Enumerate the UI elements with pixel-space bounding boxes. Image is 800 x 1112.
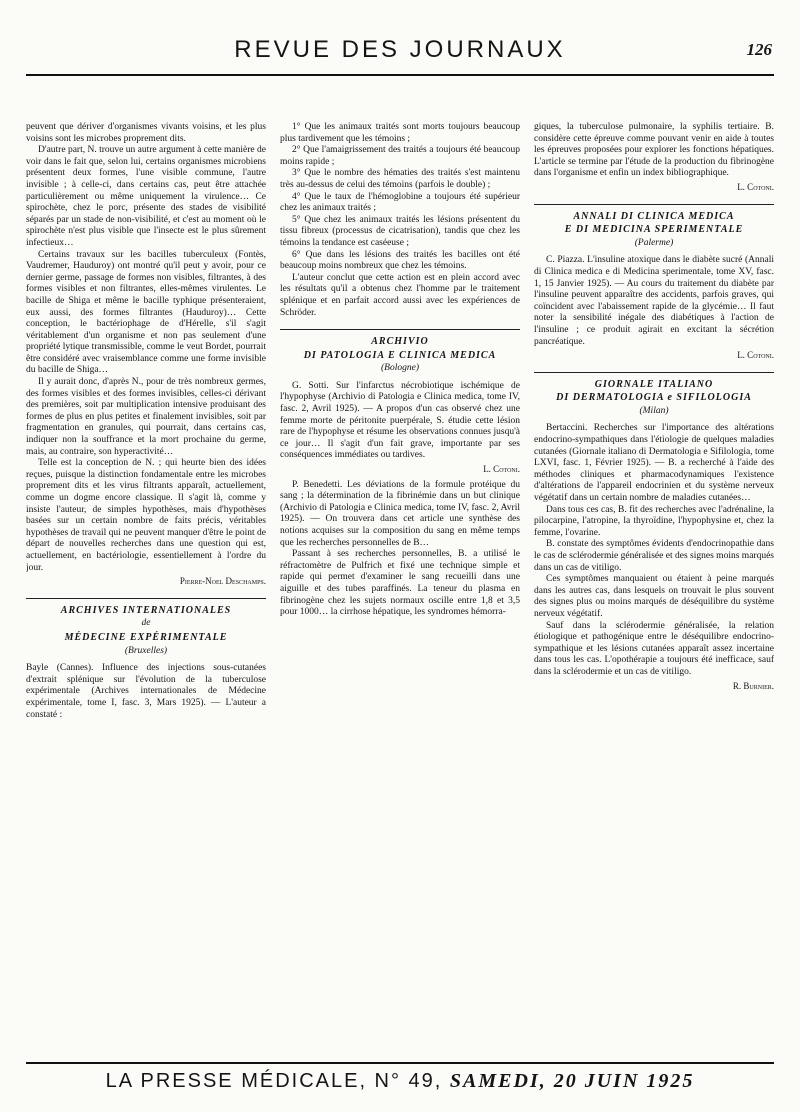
paragraph: G. Sotti. Sur l'infarctus nécrobiotique ischémique de l'hypophyse (Archivio di Patologia e Clinica medica, tome IV, fasc. 2, Avril 1925). — A propos d'un cas observé chez une femme morte de péritonite puerpérale, S. étudie cette lésion rare de l'hypophyse et résume les observations connues jusqu'à ce jour… Il s'agit d'un fait grave, importante par ses conséquences immédiates ou tardives. bbox=[280, 380, 520, 461]
author-signature: Pierre-Noel Deschamps. bbox=[179, 576, 266, 587]
paragraph: Sauf dans la sclérodermie généralisée, la relation étiologique et pathogénique entre le déséquilibre endocrino-sympathique et les lésions cutanées apparaît assez incertaine dans tous les cas. L'opothérapie a toujours été inefficace, sauf dans la sclérodermie et un cas de vitiligo. bbox=[534, 620, 774, 677]
page-footer bbox=[26, 1062, 774, 1100]
paragraph: Il y aurait donc, d'après N., pour de très nombreux germes, des formes visibles et des formes invisibles, celles-ci dérivant des premières, soit par multiplication intensive produisant des formes de plus en plus petites et finalement invisibles, soit par fragmentation en granules, qui pourrait, dans certains cas, indiquer non la souffrance et la mort prochaine du germe, mais, au contraire, son hyperactivité… bbox=[26, 377, 266, 457]
paragraph: 5° Que chez les animaux traités les lésions présentent du tissu fibreux (processus de cicatrisation), tandis que chez les témoins la tendance est caséeuse ; bbox=[280, 214, 520, 248]
section-city: (Bruxelles) bbox=[124, 645, 168, 656]
paragraph: D'autre part, N. trouve un autre argument à cette manière de voir dans le fait que, selon lui, certains organismes microbiens présentent deux formes, l'une visible commune, l'autre invisible ; à celle-ci, dans certains cas, peut être attachée particulièrement ou même uniquement la virulence… Ce spirochète, chez le porc, présente des stades de visibilité séparés par un stade de non-visibilité, et c'est au moment où le spirochète n'est plus visible que l'insecte est le plus sûrement infectieux… bbox=[26, 145, 266, 248]
section-divider bbox=[534, 372, 774, 373]
section-title: GIORNALE ITALIANO bbox=[594, 378, 714, 390]
paragraph: 2° Que l'amaigrissement des traités a toujours été beaucoup moins rapide ; bbox=[280, 145, 520, 167]
paragraph: Telle est la conception de N. ; qui heurte bien des idées reçues, puisque la distinction fondamentale entre les microbes proprement dits et les virus filtrants apparaît, actuellement, comme un dogme encore classique. Il s'agit là, comme y insiste l'auteur, de simples hypothèses, mais d'hypothèses basées sur un certain nombre de faits précis, véritables hypothèses de travail qui ne peuvent manquer d'être le point de départ de nouvelles recherches dans une question qui est, actuellement, en bactériologie, essentiellement à l'ordre du jour. bbox=[26, 458, 266, 573]
section-city: (Bologne) bbox=[381, 363, 419, 374]
paragraph: Dans tous ces cas, B. fit des recherches avec l'adrénaline, la pilocarpine, l'atropine, la thyroïdine, l'hypophysine et, chez la femme, l'ovarine. bbox=[534, 504, 774, 538]
section-city: (Palerme) bbox=[634, 237, 674, 248]
section-divider bbox=[26, 598, 266, 599]
paragraph: 1° Que les animaux traités sont morts toujours beaucoup plus tardivement que les témoins ; bbox=[280, 122, 520, 144]
paragraph: Certains travaux sur les bacilles tuberculeux (Fontès, Vaudremer, Hauduroy) ont montré qu'il peut y avoir, pour ce dernier germe, passage de formes non visibles, filtrantes, à des formes visibles et non filtrantes, elles-mêmes virulentes. Le bacille de Shiga et même le bacille typhique présenteraient, eux aussi, des formes filtrantes (Hauduroy)… Cette conception, le bactériophage de d'Hérelle, s'il s'agit véritablement d'un organisme et non pas seulement d'une propriété lytique transmissible, comme le veut Bordet, pourrait être considéré avec vraisemblance comme une forme invisible du bacille de Shiga… bbox=[26, 249, 266, 376]
author-signature: L. Cotoni. bbox=[737, 181, 774, 192]
journal-page bbox=[0, 30, 800, 1112]
author-signature: L. Cotoni. bbox=[483, 464, 520, 475]
paragraph: P. Benedetti. Les déviations de la formule protéique du sang ; la détermination de la fibrinémie dans un but clinique (Archivio di Patologia e Clinica medica, tome IV, fasc. 2, Avril 1925). — On trouvera dans cet article une synthèse des notions acquises sur la composition du sang en même temps que les recherches personnelles de B… bbox=[280, 479, 520, 548]
paragraph: peuvent que dériver d'organismes vivants voisins, et les plus voisins sont les microbes proprement dits. bbox=[26, 122, 266, 144]
paragraph: L'auteur conclut que cette action est en plein accord avec les résultats qu'il a obtenus chez l'homme par le traitement splénique et en parfait accord aussi avec les expériences de Schröder. bbox=[280, 272, 520, 318]
section-title-line2: DI PATOLOGIA E CLINICA MEDICA bbox=[303, 349, 497, 361]
header-title: REVUE DES JOURNAUX bbox=[234, 36, 566, 63]
footer-date: SAMEDI, 20 JUIN 1925 bbox=[449, 1070, 695, 1092]
paragraph: Passant à ses recherches personnelles, B. a utilisé le réfractomètre de Pulfrich et fixé une technique simple et rapide qui permet d'examiner le sang recueilli dans une aiguille et des tubes paraffinés. La teneur du plasma en fibrinogène chez les sujets normaux oscille entre 1,8 et 3,5 pour 1000… la cirrhose hépatique, les syndromes hémorra- bbox=[280, 549, 520, 618]
section-divider bbox=[280, 329, 520, 330]
paragraph: B. constate des symptômes évidents d'endocrinopathie dans le cas de sclérodermie généralisée et des signes moins marqués dans un cas de vitiligo. bbox=[534, 539, 774, 573]
section-title-line2: MÉDECINE EXPÉRIMENTALE bbox=[64, 631, 228, 643]
page-header bbox=[26, 30, 774, 76]
column-2 bbox=[280, 122, 520, 1047]
section-title-line2: E DI MEDICINA SPERIMENTALE bbox=[564, 224, 744, 236]
text-columns bbox=[26, 122, 774, 1047]
author-signature: R. Burnier. bbox=[732, 680, 774, 691]
paragraph: Ces symptômes manquaient ou étaient à peine marqués dans les autres cas, dans lesquels on trouvait le plus souvent des signes plus ou moins marqués de déséquilibre du système nerveux végétatif. bbox=[534, 574, 774, 619]
section-title: ARCHIVES INTERNATIONALES bbox=[60, 604, 232, 616]
page-number: 126 bbox=[746, 40, 772, 59]
paragraph: 4° Que le taux de l'hémoglobine a toujours été supérieur chez les animaux traités ; bbox=[280, 191, 520, 214]
section-city: (Milan) bbox=[639, 405, 669, 416]
section-title: ANNALI DI CLINICA MEDICA bbox=[573, 210, 735, 222]
column-1 bbox=[26, 122, 266, 1047]
footer-journal: LA PRESSE MÉDICALE, N° 49, bbox=[105, 1070, 443, 1092]
author-signature: L. Cotoni. bbox=[737, 350, 774, 361]
paragraph: giques, la tuberculose pulmonaire, la syphilis tertiaire. B. considère cette épreuve comme pouvant venir en aide à toutes les épreuves proposées pour explorer les fonctions hépatiques. L'article se termine par l'étude de la production du fibrinogène dans l'organisme et enfin un index bibliographique. bbox=[534, 122, 774, 179]
paragraph: Bertaccini. Recherches sur l'importance des altérations endocrino-sympathiques dans l'étiologie de quelques maladies cutanées (Giornale italiano di Dermatologia e Sifilologia, tome LXVI, fasc. 1, Février 1925). — B. a recherché à l'aide des méthodes cliniques et pharmacodynamiques l'existence d'altérations de l'appareil endocrinien et du système nerveux végétatif dans un certain nombre de maladies cutanées… bbox=[534, 423, 774, 504]
section-divider bbox=[534, 204, 774, 205]
paragraph: 3° Que le nombre des hématies des traités s'est maintenu très au-dessus de celui des témoins (parfois le double) ; bbox=[280, 168, 520, 190]
paragraph: Bayle (Cannes). Influence des injections sous-cutanées d'extrait splénique sur l'évolution de la tuberculose expérimentale (Archives internationales de Médecine expérimentale, tome I, fasc. 3, Mars 1925). — L'auteur a constaté : bbox=[26, 663, 266, 720]
section-title: ARCHIVIO bbox=[371, 336, 429, 348]
paragraph: C. Piazza. L'insuline atoxique dans le diabète sucré (Annali di Clinica medica e di Medicina sperimentale, tome XV, fasc. 1, 15 Janvier 1925). — Au cours du traitement du diabète par l'insuline peuvent apparaître des accidents, parfois graves, qui coïncident avec l'abaissement rapide de la glycémie… Il faut noter la sensibilité inégale des diabétiques à l'action de l'insuline ; ce produit agirait en excitant la sécrétion pancréatique. bbox=[534, 255, 774, 347]
paragraph: 6° Que dans les lésions des traités les bacilles ont été beaucoup moins nombreux que chez les témoins. bbox=[280, 249, 520, 272]
section-title-connector: de bbox=[141, 618, 151, 629]
column-3 bbox=[534, 122, 774, 1047]
section-title-line2: DI DERMATOLOGIA e SIFILOLOGIA bbox=[556, 392, 752, 404]
